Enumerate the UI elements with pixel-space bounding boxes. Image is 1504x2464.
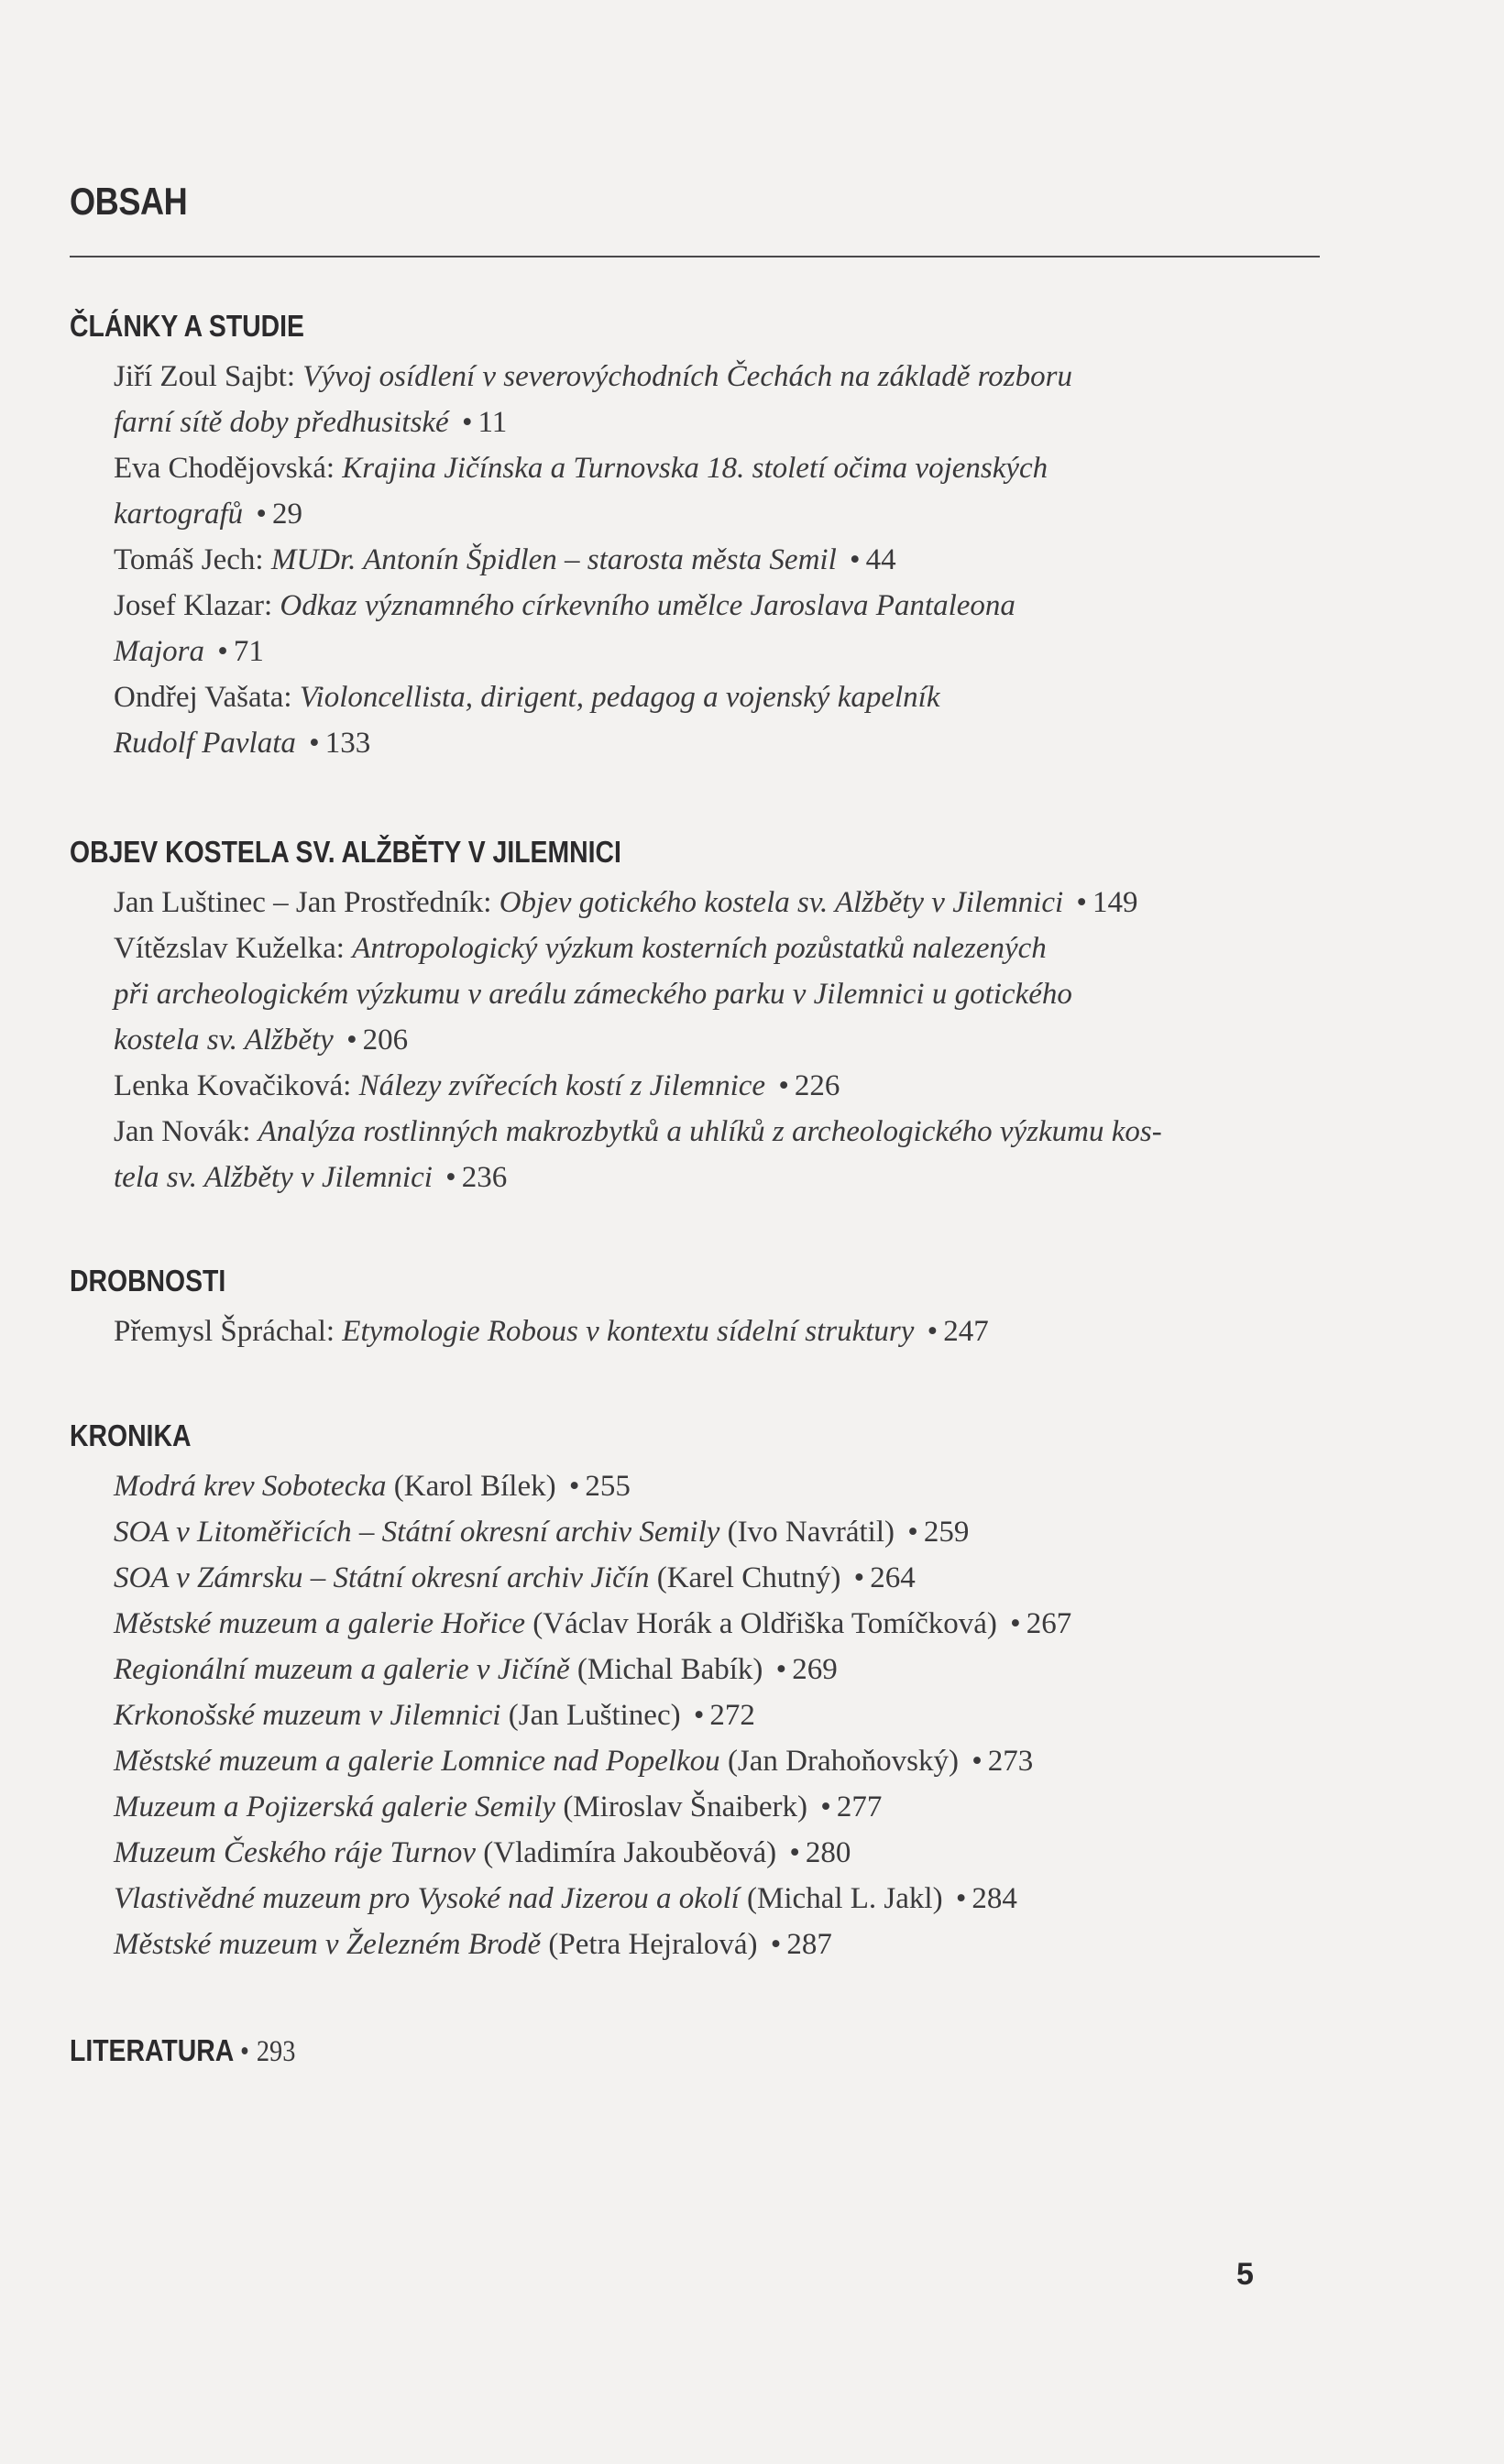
- entry-page: 236: [461, 1161, 508, 1194]
- section-heading: ČLÁNKY A STUDIE: [70, 309, 304, 343]
- toc-entry[interactable]: [114, 537, 1320, 583]
- entry-page: 287: [786, 1928, 832, 1961]
- entry-author: (Petra Hejralová): [548, 1928, 758, 1961]
- bullet-icon: •: [461, 406, 473, 439]
- toc-entry[interactable]: [114, 1109, 1320, 1200]
- entry-title: Městské muzeum a galerie Lomnice nad Popelkou: [114, 1745, 720, 1778]
- section-clanky-a-studie: [70, 302, 1320, 766]
- entry-title: SOA v Zámrsku – Státní okresní archiv Jičín: [114, 1561, 650, 1594]
- toc-entry[interactable]: [114, 880, 1320, 925]
- entry-page: 259: [923, 1516, 970, 1549]
- toc-entry[interactable]: [114, 1692, 1320, 1738]
- entry-author: Jan Novák:: [114, 1115, 251, 1148]
- entry-page: 264: [870, 1561, 916, 1594]
- toc-entry[interactable]: [114, 354, 1320, 445]
- entry-title: Modrá krev Sobotecka: [114, 1470, 387, 1503]
- entry-page: 206: [362, 1024, 409, 1057]
- bullet-icon: •: [309, 727, 320, 760]
- toc-entry[interactable]: [114, 1555, 1320, 1601]
- entry-title: SOA v Litoměřicích – Státní okresní archiv Semily: [114, 1516, 720, 1549]
- section-heading: KRONIKA: [70, 1418, 192, 1452]
- bullet-icon: •: [955, 1882, 967, 1915]
- section-drobnosti: [70, 1257, 1320, 1354]
- title-divider: [70, 256, 1320, 257]
- entry-page: 269: [792, 1653, 838, 1686]
- entry-title-cont: při archeologickém výzkumu v areálu zámeckého parku v Jilemnici u gotického: [114, 978, 1072, 1011]
- entry-title: Vlastivědné muzeum pro Vysoké nad Jizerou a okolí: [114, 1882, 740, 1915]
- entry-page: 273: [987, 1745, 1034, 1778]
- entry-title: Muzeum Českého ráje Turnov: [114, 1836, 477, 1869]
- bullet-icon: •: [346, 1024, 357, 1057]
- entry-title: Krajina Jičínska a Turnovska 18. století očima vojenských: [342, 452, 1048, 485]
- bullet-icon: •: [256, 498, 267, 531]
- entry-title: Vývoj osídlení v severovýchodních Čechách na základě rozboru: [302, 360, 1072, 393]
- toc-entry[interactable]: [114, 1601, 1320, 1647]
- literatura-page: 293: [256, 2035, 296, 2068]
- entry-author: Lenka Kovačiková:: [114, 1069, 352, 1102]
- entry-page: 149: [1092, 886, 1138, 919]
- toc-entry[interactable]: [114, 1830, 1320, 1876]
- section-heading: OBJEV KOSTELA SV. ALŽBĚTY V JILEMNICI: [70, 835, 621, 869]
- entry-author: (Jan Drahoňovský): [727, 1745, 959, 1778]
- entry-title-cont: farní sítě doby předhusitské: [114, 406, 449, 439]
- entry-title: Městské muzeum a galerie Hořice: [114, 1607, 526, 1640]
- toc-entry[interactable]: [114, 1509, 1320, 1555]
- toc-entry[interactable]: [114, 583, 1320, 674]
- toc-entry[interactable]: [114, 1922, 1320, 1967]
- entry-page: 284: [972, 1882, 1017, 1915]
- entry-page: 280: [805, 1836, 851, 1869]
- entry-author: Přemysl Špráchal:: [114, 1315, 335, 1348]
- entry-author: Jan Luštinec – Jan Prostředník:: [114, 886, 492, 919]
- entry-author: (Václav Horák a Oldřiška Tomíčková): [532, 1607, 997, 1640]
- entry-author: (Ivo Navrátil): [727, 1516, 895, 1549]
- section-heading: DROBNOSTI: [70, 1264, 226, 1298]
- entry-page: 11: [478, 406, 508, 439]
- literatura-title: LITERATURA: [70, 2033, 234, 2067]
- entry-title-cont: kostela sv. Alžběty: [114, 1024, 334, 1057]
- bullet-icon: •: [907, 1516, 918, 1549]
- bullet-icon: •: [850, 543, 861, 576]
- entry-author: (Michal L. Jakl): [747, 1882, 943, 1915]
- entry-author: (Michal Babík): [576, 1653, 763, 1686]
- entry-title: MUDr. Antonín Špidlen – starosta města Semil: [270, 543, 837, 576]
- entry-author: Josef Klazar:: [114, 589, 273, 622]
- entry-page: 247: [943, 1315, 989, 1348]
- entry-author: (Jan Luštinec): [508, 1699, 681, 1732]
- entry-author: Eva Chodějovská:: [114, 452, 335, 485]
- entry-title: Etymologie Robous v kontextu sídelní struktury: [342, 1315, 915, 1348]
- entry-author: (Vladimíra Jakouběová): [483, 1836, 777, 1869]
- bullet-icon: •: [927, 1315, 939, 1348]
- entry-page: 71: [233, 635, 264, 668]
- page-number: 5: [1236, 2257, 1254, 2292]
- bullet-icon: •: [217, 635, 228, 668]
- entry-title-cont: Majora: [114, 635, 204, 668]
- entry-title: Muzeum a Pojizerská galerie Semily: [114, 1791, 556, 1823]
- toc-entry[interactable]: [114, 1309, 1320, 1354]
- entry-title: Analýza rostlinných makrozbytků a uhlíků z archeologického výzkumu kos-: [258, 1115, 1162, 1148]
- section-kronika: [70, 1412, 1320, 1967]
- section-literatura[interactable]: [70, 2027, 1320, 2075]
- toc-entry[interactable]: [114, 1063, 1320, 1109]
- entry-title: Odkaz významného církevního umělce Jaroslava Pantaleona: [280, 589, 1015, 622]
- entry-author: (Miroslav Šnaiberk): [563, 1791, 808, 1823]
- bullet-icon: •: [775, 1653, 787, 1686]
- entry-page: 277: [836, 1791, 883, 1823]
- entry-author: Ondřej Vašata:: [114, 681, 292, 714]
- bullet-icon: •: [853, 1561, 865, 1594]
- bullet-icon: •: [693, 1699, 705, 1732]
- entry-title-cont: kartografů: [114, 498, 244, 531]
- page-title: OBSAH: [70, 180, 188, 223]
- entry-page: 267: [1026, 1607, 1072, 1640]
- toc-entry[interactable]: [114, 445, 1320, 537]
- entry-page: 29: [271, 498, 302, 531]
- entry-page: 44: [865, 543, 896, 576]
- bullet-icon: •: [1076, 886, 1087, 919]
- bullet-icon: •: [820, 1791, 831, 1823]
- bullet-icon: •: [240, 2035, 249, 2068]
- toc-entry[interactable]: [114, 925, 1320, 1063]
- entry-title: Nálezy zvířecích kostí z Jilemnice: [358, 1069, 766, 1102]
- entry-page: 255: [585, 1470, 631, 1503]
- section-heading: [70, 2027, 1145, 2075]
- bullet-icon: •: [568, 1470, 580, 1503]
- entry-author: Jiří Zoul Sajbt:: [114, 360, 295, 393]
- entry-title: Regionální muzeum a galerie v Jičíně: [114, 1653, 570, 1686]
- toc-entry[interactable]: [114, 674, 1320, 766]
- entry-author: Vítězslav Kuželka:: [114, 932, 345, 965]
- entry-page: 226: [794, 1069, 840, 1102]
- entry-title: Městské muzeum v Železném Brodě: [114, 1928, 542, 1961]
- toc-entry[interactable]: [114, 1738, 1320, 1784]
- entry-title: Krkonošské muzeum v Jilemnici: [114, 1699, 501, 1732]
- entry-page: 272: [709, 1699, 755, 1732]
- entry-title-cont: Rudolf Pavlata: [114, 727, 296, 760]
- bullet-icon: •: [972, 1745, 983, 1778]
- entry-title-cont: tela sv. Alžběty v Jilemnici: [114, 1161, 433, 1194]
- toc-entry[interactable]: [114, 1876, 1320, 1922]
- toc-entry[interactable]: [114, 1647, 1320, 1692]
- entry-author: (Karol Bílek): [393, 1470, 556, 1503]
- bullet-icon: •: [789, 1836, 800, 1869]
- entry-title: Antropologický výzkum kosterních pozůstatků nalezených: [352, 932, 1047, 965]
- bullet-icon: •: [445, 1161, 456, 1194]
- entry-author: Tomáš Jech:: [114, 543, 264, 576]
- entry-page: 133: [324, 727, 371, 760]
- toc-entry[interactable]: [114, 1463, 1320, 1509]
- entry-title: Violoncellista, dirigent, pedagog a vojenský kapelník: [299, 681, 940, 714]
- bullet-icon: •: [770, 1928, 782, 1961]
- entry-author: (Karel Chutný): [656, 1561, 841, 1594]
- bullet-icon: •: [1010, 1607, 1021, 1640]
- section-objev-kostela: [70, 828, 1320, 1200]
- entry-title: Objev gotického kostela sv. Alžběty v Jilemnici: [499, 886, 1064, 919]
- bullet-icon: •: [778, 1069, 789, 1102]
- toc-entry[interactable]: [114, 1784, 1320, 1830]
